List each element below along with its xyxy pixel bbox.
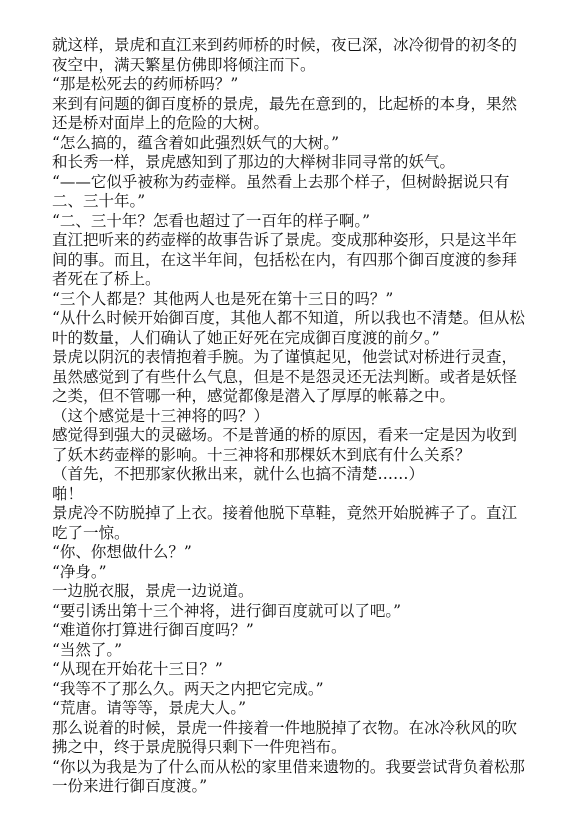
paragraph: 景虎以阴沉的表情抱着手腕。为了谨慎起见，他尝试对桥进行灵查，虽然感觉到了有些什么气息，但是不是怨灵还无法判断。或者是妖怪之类，但不管哪一种，感觉都像是潜入了厚厚的帐幕之中。	[52, 348, 518, 405]
paragraph: 一边脱衣服，景虎一边说道。	[52, 582, 254, 600]
paragraph: （这个感觉是十三神将的吗？）	[52, 406, 270, 425]
paragraph: 就这样，景虎和直江来到药师桥的时候，夜已深，冰冷彻骨的初冬的夜空中，满天繁星仿佛即将倾注而下。	[52, 36, 518, 74]
paragraph: （首先，不把那家伙揪出来，就什么也搞不清楚……）	[52, 465, 425, 483]
paragraph: “——它似乎被称为药壶榉。虽然看上去那个样子，但树龄据说只有二、三十年。”	[52, 172, 510, 210]
paragraph: 直江把听来的药壶榉的故事告诉了景虎。变成那种姿形，只是这半年间的事。而且，在这半年间，包括松在内，有四那个御百度渡的参拜者死在了桥上。	[52, 231, 518, 288]
paragraph: “净身。”	[52, 562, 107, 581]
paragraph: “我等不了那么久。两天之内把它完成。”	[52, 679, 324, 698]
document-body	[52, 36, 532, 797]
paragraph: “你以为我是为了什么而从松的家里借来遗物的。我要尝试背负着松那一份来进行御百度渡。”	[52, 757, 525, 795]
paragraph: 和长秀一样，景虎感知到了那边的大榉树非同寻常的妖气。	[52, 153, 456, 171]
paragraph: 那么说着的时候，景虎一件接着一件地脱掉了衣物。在冰冷秋风的吹拂之中，终于景虎脱得只剩下一件兜裆布。	[52, 718, 518, 756]
paragraph: “要引诱出第十三个神将，进行御百度就可以了吧。”	[52, 601, 402, 620]
paragraph: “从什么时候开始御百度，其他人都不知道，所以我也不清楚。但从松叶的数量，人们确认了她正好死在完成御百度渡的前夕。”	[52, 309, 525, 347]
paragraph: 啪！	[52, 484, 84, 503]
paragraph: 来到有问题的御百度桥的景虎，最先在意到的，比起桥的本身，果然还是桥对面岸上的危险的大树。	[52, 94, 518, 132]
paragraph: “三个人都是？其他两人也是死在第十三日的吗？”	[52, 289, 394, 308]
paragraph: “你、你想做什么？”	[52, 543, 192, 561]
paragraph: “荒唐。请等等，景虎大人。”	[52, 699, 247, 717]
paragraph: “怎么搞的，蕴含着如此强烈妖气的大树。”	[52, 133, 340, 152]
paragraph: “当然了。”	[52, 640, 123, 659]
paragraph: “二、三十年？怎看也超过了一百年的样子啊。”	[52, 211, 371, 230]
paragraph: 景虎冷不防脱掉了上衣。接着他脱下草鞋，竟然开始脱裤子了。直江吃了一惊。	[52, 504, 518, 542]
paragraph: “那是松死去的药师桥吗？”	[52, 75, 239, 93]
paragraph: 感觉得到强大的灵磁场。不是普通的桥的原因，看来一定是因为收到了妖木药壶榉的影响。十三神将和那棵妖木到底有什么关系？	[52, 426, 518, 464]
paragraph: “从现在开始花十三日？”	[52, 660, 223, 678]
paragraph: “难道你打算进行御百度吗？”	[52, 621, 254, 639]
